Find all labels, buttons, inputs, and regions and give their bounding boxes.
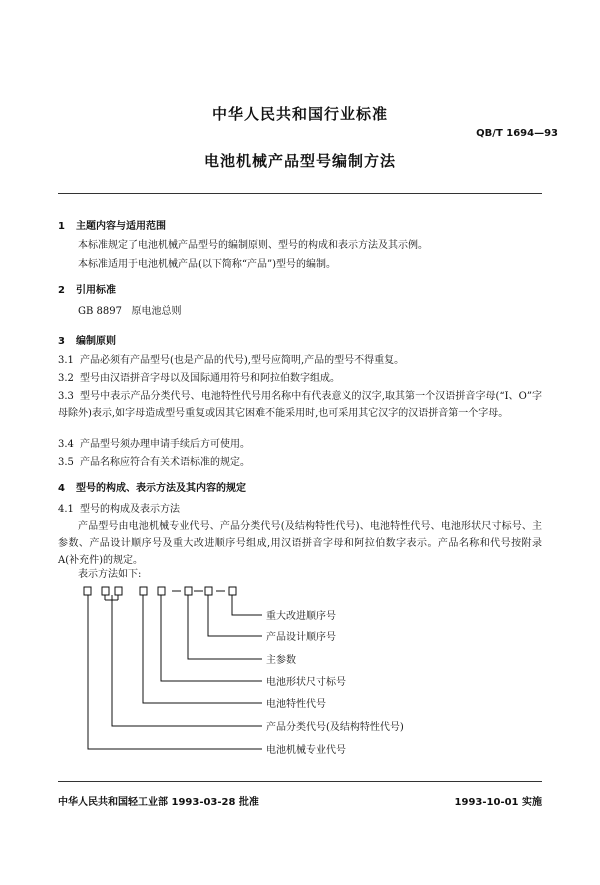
section-title: 引用标准: [76, 285, 116, 296]
section-4-paragraph-1: 产品型号由电池机械专业代号、产品分类代号(及结构特性代号)、电池特性代号、电池形状尺寸标号、主参数、产品设计顺序号及重大改进顺序号组成,用汉语拼音字母和阿拉伯数字表示。产品名称和代号按附录A(补充件)的规定。: [58, 521, 542, 566]
leader-improvement: [232, 595, 262, 615]
standard-code: QB/T 1694—93: [476, 128, 558, 139]
box-professional-code: [84, 587, 91, 595]
reference-standard: GB 8897 原电池总则: [78, 306, 182, 317]
leader-shape-size: [161, 595, 262, 681]
diagram-label: 电池特性代号: [266, 699, 326, 710]
clause-text: 型号由汉语拼音字母以及国际通用符号和阿拉伯数字组成。: [80, 373, 340, 384]
clause-text: 产品名称应符合有关术语标准的规定。: [80, 457, 250, 468]
box-shape-size: [158, 587, 165, 595]
clause-text: 型号中表示产品分类代号、电池特性代号用名称中有代表意义的汉字,取其第一个汉语拼音字母(“I、O”字母除外)表示,如字母造成型号重复或因其它困难不能采用时,也可采用其它汉字的汉语拼音第一个字母。: [58, 391, 542, 419]
standard-category-title: 中华人民共和国行业标准: [211, 105, 388, 123]
diagram-label: 主参数: [266, 655, 296, 666]
section-number: 4: [58, 483, 65, 494]
footer-divider: [58, 781, 542, 782]
box-main-parameter: [185, 587, 192, 595]
box-improvement-sequence: [229, 587, 236, 595]
diagram-label: 产品分类代号(及结构特性代号): [266, 722, 404, 733]
section-4-paragraph-2: 表示方法如下:: [78, 569, 142, 580]
clause-number: 3.1: [58, 355, 74, 366]
clause-number: 3.5: [58, 457, 74, 468]
approval-line: 中华人民共和国轻工业部 1993-03-28 批准: [58, 797, 259, 808]
section-number: 3: [58, 336, 65, 347]
clause-text: 产品必须有产品型号(也是产品的代号),型号应简明,产品的型号不得重复。: [80, 355, 405, 366]
leader-main-parameter: [188, 595, 262, 659]
clause-number: 3.2: [58, 373, 74, 384]
diagram-label: 电池形状尺寸标号: [266, 677, 346, 688]
clause-number: 4.1: [58, 504, 74, 515]
box-category-code-1: [102, 587, 109, 595]
section-title: 主题内容与适用范围: [76, 221, 166, 232]
box-design-sequence: [205, 587, 212, 595]
clause-number: 3.3: [58, 391, 74, 402]
diagram-label: 重大改进顺序号: [266, 611, 336, 622]
section-title: 型号的构成、表示方法及其内容的规定: [76, 483, 246, 494]
section-1-paragraph-1: 本标准规定了电池机械产品型号的编制原则、型号的构成和表示方法及其示例。: [78, 240, 428, 251]
section-1-paragraph-2: 本标准适用于电池机械产品(以下简称“产品”)型号的编制。: [78, 259, 337, 270]
clause-number: 3.4: [58, 439, 74, 450]
diagram-label: 产品设计顺序号: [266, 632, 336, 643]
section-title: 编制原则: [76, 336, 116, 347]
box-battery-characteristic: [140, 587, 147, 595]
section-number: 2: [58, 285, 65, 296]
clause-text: 产品型号须办理申请手续后方可使用。: [80, 439, 250, 450]
implementation-date: 1993-10-01 实施: [454, 797, 542, 808]
box-category-code-2: [115, 587, 122, 595]
document-title: 电池机械产品型号编制方法: [203, 152, 396, 170]
diagram-label: 电池机械专业代号: [266, 745, 346, 756]
section-number: 1: [58, 221, 65, 232]
clause-text: 型号的构成及表示方法: [80, 504, 180, 515]
